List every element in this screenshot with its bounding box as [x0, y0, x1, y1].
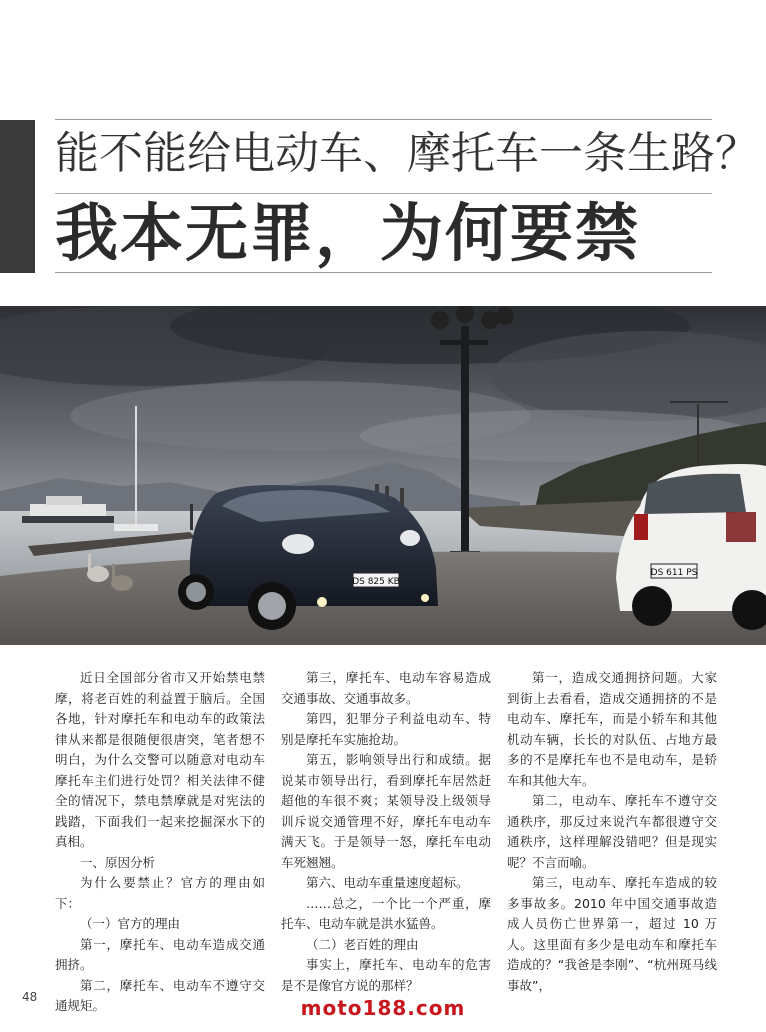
article-subtitle: 能不能给电动车、摩托车一条生路？	[55, 128, 759, 179]
title-rule-bottom	[55, 272, 712, 273]
title-rule-middle	[55, 193, 712, 194]
paragraph: 第一，摩托车、电动车造成交通拥挤。	[55, 936, 265, 972]
paragraph: 事实上，摩托车、电动车的危害是不是像官方说的那样？	[281, 957, 491, 993]
article-title: 我本无罪，为何要禁	[55, 197, 640, 270]
paragraph: 第二，摩托车、电动车不遵守交通规矩。	[55, 977, 265, 1013]
paragraph: 近日全国部分省市又开始禁电禁摩，将老百姓的利益置于脑后。全国各地，针对摩托车和电动车的政策法律从来都是很随便很唐突，笔者想不明白，为什么交警可以随意对电动车摩托车主们进行处罚？相关法律不健全的情况下，禁电禁摩就是对宪法的践踏，下面我们一起来挖掘深水下的真相。	[55, 670, 265, 849]
right-car-plate: DS 611 PS	[650, 568, 698, 578]
text-column-2	[281, 668, 491, 996]
paragraph: （二）老百姓的理由	[306, 936, 419, 952]
paragraph: 第一，造成交通拥挤问题。大家到街上去看看，造成交通拥挤的不是电动车、摩托车，而是小轿车和其他机动车辆，长长的对队伍、占地方最多的不是摩托车也不是电动车，是轿车和其他大车。	[507, 670, 717, 788]
text-column-1	[55, 668, 265, 1017]
paragraph: 第三，电动车、摩托车造成的较多事故多。2010 年中国交通事故造成人员伤亡世界第一，超过 10 万人。这里面有多少是电动车和摩托车造成的？“我爸是李刚”、“杭州斑马线事故”，	[507, 875, 717, 993]
paragraph: 第三，摩托车、电动车容易造成交通事故、交通事故多。	[281, 670, 491, 706]
title-rule-top	[55, 119, 712, 120]
text-column-3	[507, 668, 717, 996]
paragraph: 为什么要禁止？官方的理由如下：	[55, 875, 265, 911]
left-car-plate: DS 825 KB	[352, 577, 400, 587]
title-side-bar	[0, 120, 35, 273]
paragraph: 第五，影响领导出行和成绩。据说某市领导出行，看到摩托车居然赶超他的车很不爽；某领导没上级领导训斥说交通管理不好，摩托车电动车满天飞。于是领导一怒，摩托车电动车死翘翘。	[281, 752, 491, 870]
paragraph: 第六、电动车重量速度超标。	[306, 875, 469, 890]
paragraph: 第四，犯罪分子利益电动车、特别是摩托车实施抢劫。	[281, 711, 491, 747]
website-watermark: moto188.com	[300, 996, 466, 1020]
paragraph: ……总之，一个比一个严重，摩托车、电动车就是洪水猛兽。	[281, 895, 491, 931]
paragraph: 第二，电动车、摩托车不遵守交通秩序，那反过来说汽车都很遵守交通秩序，这样理解没错吧？但是现实呢？不言而喻。	[507, 793, 717, 870]
lakeside-cars-photo	[0, 306, 766, 645]
paragraph: 一、原因分析	[80, 854, 156, 870]
paragraph: （一）官方的理由	[80, 916, 181, 931]
page-number: 48	[22, 990, 38, 1004]
